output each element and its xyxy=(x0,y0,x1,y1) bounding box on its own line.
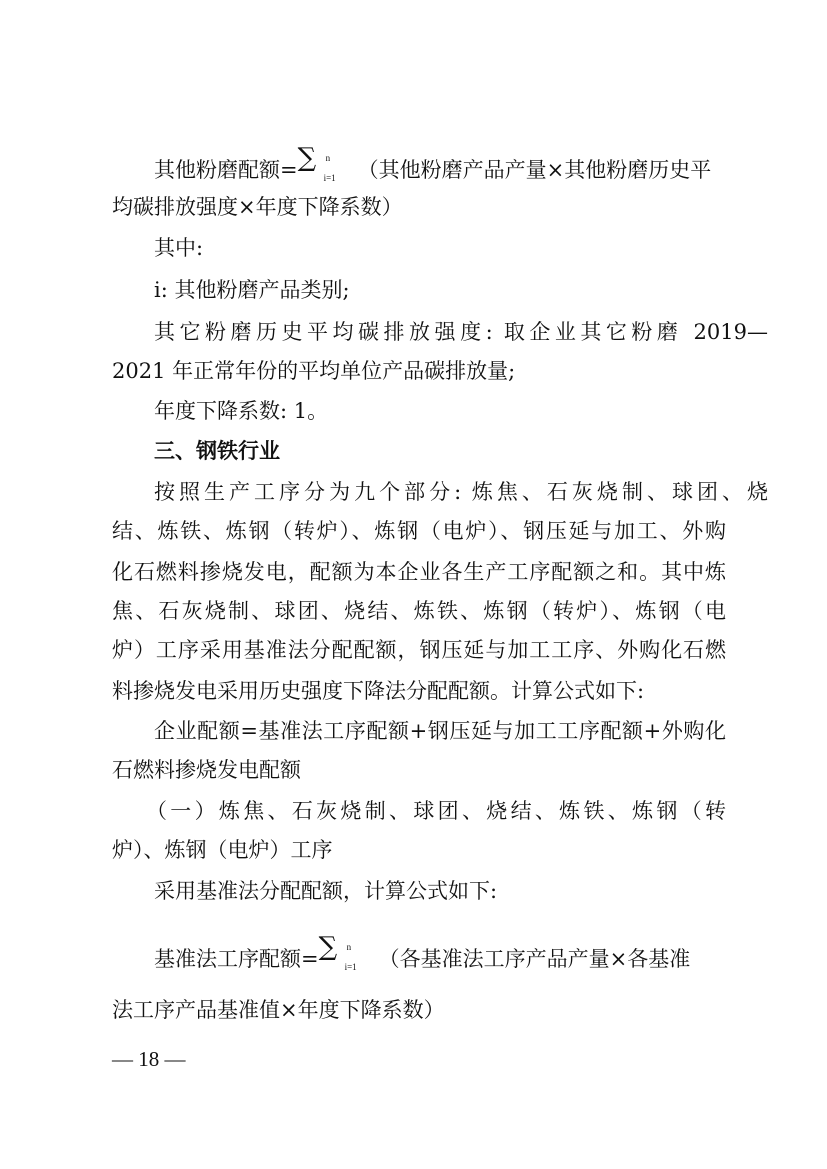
paragraph-line: 化石燃料掺烧发电，配额为本企业各生产工序配额之和。其中炼 xyxy=(112,560,726,584)
page-number: — 18 — xyxy=(112,1047,186,1071)
where-label: 其中: xyxy=(154,236,204,260)
formula-lhs: 基准法工序配额= xyxy=(154,947,319,971)
summation-symbol: ∑ n i=1 xyxy=(318,931,357,972)
definition-historical-intensity-cont: 2021 年正常年份的平均单位产品碳排放量; xyxy=(112,359,516,383)
paragraph-line: 结、炼铁、炼钢（转炉）、炼钢（电炉）、钢压延与加工、外购 xyxy=(112,519,726,543)
subsection-title: （一）炼焦、石灰烧制、球团、烧结、炼铁、炼钢（转 xyxy=(146,799,726,823)
paragraph-line: 料掺烧发电采用历史强度下降法分配配额。计算公式如下: xyxy=(112,679,645,703)
formula-lhs: 其他粉磨配额= xyxy=(154,158,298,182)
formula-rhs-continued: 法工序产品基准值×年度下降系数） xyxy=(112,998,445,1022)
method-intro: 采用基准法分配配额，计算公式如下: xyxy=(154,879,498,903)
paragraph-line: 按照生产工序分为九个部分: 炼焦、石灰烧制、球团、烧 xyxy=(154,480,768,504)
formula-rhs: （各基准法工序产品产量×各基准 xyxy=(378,947,691,971)
paragraph-line: 炉）工序采用基准法分配配额，钢压延与加工工序、外购化石燃 xyxy=(112,638,726,662)
definition-decline-factor: 年度下降系数: 1。 xyxy=(154,399,329,423)
subsection-title-cont: 炉）、炼钢（电炉）工序 xyxy=(112,838,333,862)
paragraph-line: 焦、石灰烧制、球团、烧结、炼铁、炼钢（转炉）、炼钢（电 xyxy=(112,599,726,623)
formula-baseline xyxy=(154,931,827,976)
formula-other-grinding xyxy=(154,142,827,187)
enterprise-formula: 企业配额=基准法工序配额+钢压延与加工工序配额+外购化 xyxy=(154,719,726,743)
formula-rhs: （其他粉磨产品产量×其他粉磨历史平 xyxy=(357,158,712,182)
definition-historical-intensity: 其它粉磨历史平均碳排放强度: 取企业其它粉磨 2019— xyxy=(154,320,768,344)
definition-i: i: 其他粉磨产品类别; xyxy=(154,278,350,302)
formula-rhs-continued: 均碳排放强度×年度下降系数） xyxy=(112,195,403,219)
section-title: 三、钢铁行业 xyxy=(154,439,280,463)
enterprise-formula-cont: 石燃料掺烧发电配额 xyxy=(112,758,301,782)
summation-symbol: ∑ n i=1 xyxy=(297,142,336,183)
